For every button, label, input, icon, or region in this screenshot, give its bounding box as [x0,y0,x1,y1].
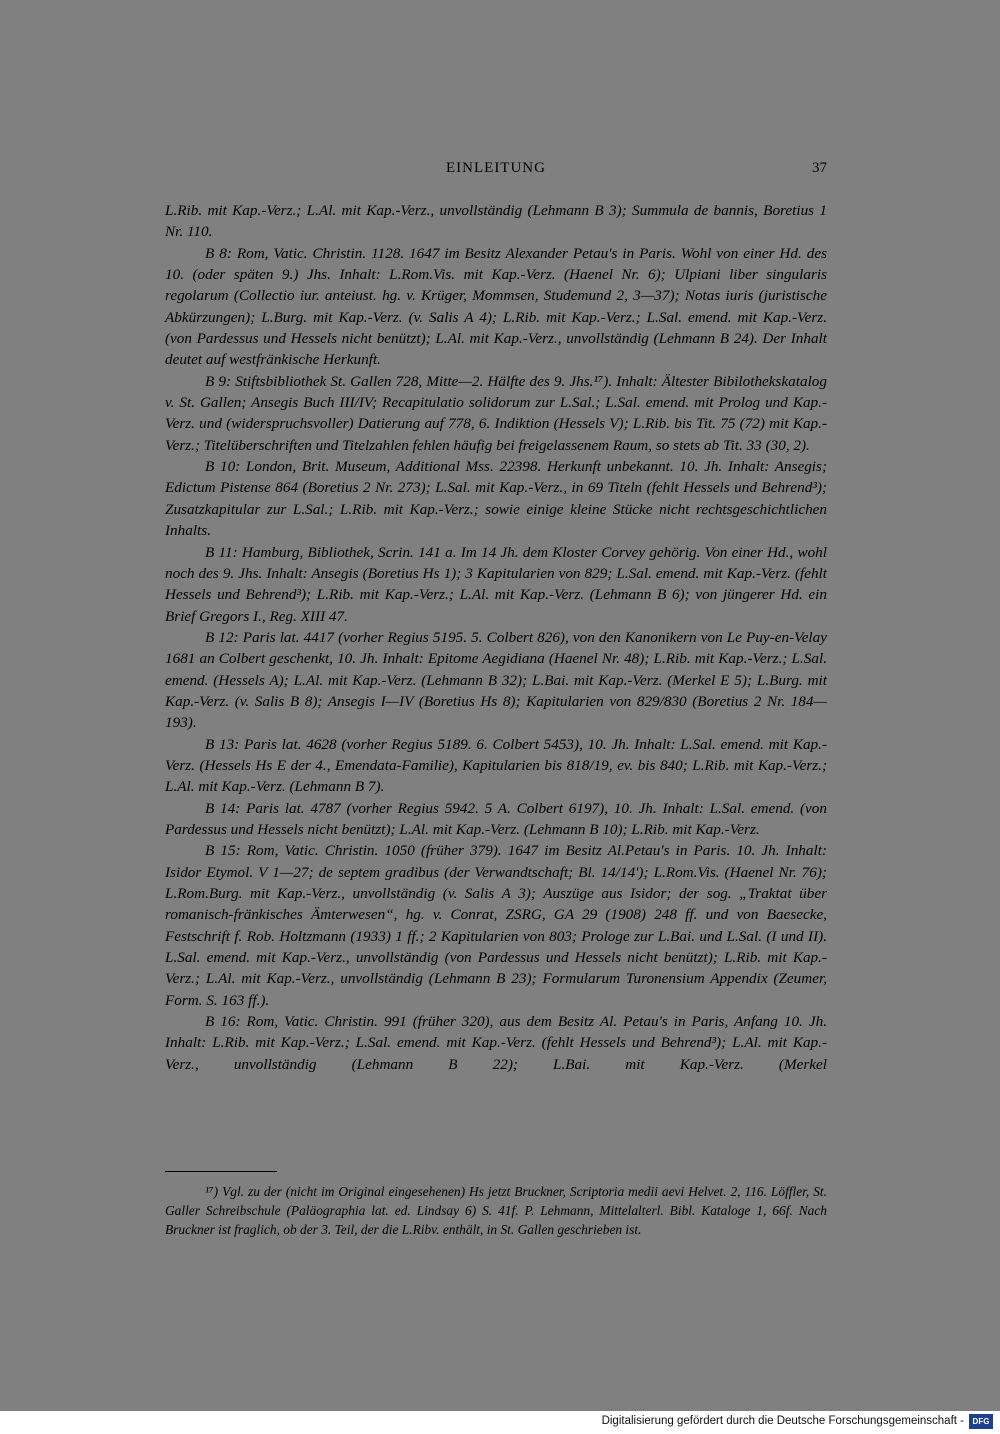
paragraph: B 15: Rom, Vatic. Christin. 1050 (früher 379). 1647 im Besitz Al.Petau's in Paris. 10. Jh. Inhalt: Isidor Etymol. V 1—27; de septem gradibus (der Verwandtschaft; Bl. 14/14'); L.Rom.Vis. (Haenel Nr. 76); L.Rom.Burg. mit Kap.-Verz., unvollständig (v. Salis A 3); Auszüge aus Isidor; der sog. „Traktat über romanisch-fränkisches Ämterwesen“, hg. v. Conrat, ZSRG, GA 29 (1908) 248 ff. und von Baesecke, Festschrift f. Rob. Holtzmann (1933) 1 ff.; 2 Kapitularien von 803; Prologe zur L.Bai. und L.Sal. (I und II). L.Sal. emend. mit Kap.-Verz., unvollständig (von Pardessus und Hessels nicht benützt); L.Rib. mit Kap.-Verz.; L.Al. mit Kap.-Verz., unvollständig (Lehmann B 23); Formularum Turonensium Appendix (Zeumer, Form. S. 163 ff.). [165,842,827,1009]
paragraph: B 16: Rom, Vatic. Christin. 991 (früher 320), aus dem Besitz Al. Petau's in Paris, Anfang 10. Jh. Inhalt: L.Rib. mit Kap.-Verz.; L.Sal. emend. mit Kap.-Verz. (fehlt Hessels und Behrend³); L.Al. mit Kap.-Verz., unvollständig (Lehmann B 22); L.Bai. mit Kap.-Verz. (Merkel [165,1013,827,1073]
page-number: 37 [812,160,827,176]
dfg-logo: DFG [969,1414,993,1429]
credit-bar [0,1411,1000,1434]
paragraph: B 11: Hamburg, Bibliothek, Scrin. 141 a. Im 14 Jh. dem Kloster Corvey gehörig. Von einer Hd., wohl noch des 9. Jhs. Inhalt: Ansegis (Boretius Hs 1); 3 Kapitularien von 829; L.Sal. emend. mit Kap.-Verz. (fehlt Hessels und Behrend³); L.Rib. mit Kap.-Verz.; L.Al. mit Kap.-Verz. (Lehmann B 6); von jüngerer Hd. ein Brief Gregors I., Reg. XIII 47. [165,543,827,625]
running-head: EINLEITUNG [446,160,546,176]
footnote-rule [165,1171,277,1172]
paragraph: B 12: Paris lat. 4417 (vorher Regius 5195. 5. Colbert 826), von den Kanonikern von Le Puy-en-Velay 1681 an Colbert geschenkt, 10. Jh. Inhalt: Epitome Aegidiana (Haenel Nr. 48); L.Rib. mit Kap.-Verz.; L.Sal. emend. (Hessels A); L.Al. mit Kap.-Verz. (Lehmann B 32); L.Bai. mit Kap.-Verz. (Merkel E 5); L.Burg. mit Kap.-Verz. (v. Salis B 8); Ansegis I—IV (Boretius Hs 8); Kapitularien von 829/830 (Boretius 2 Nr. 184—193). [165,628,827,732]
paragraph: B 14: Paris lat. 4787 (vorher Regius 5942. 5 A. Colbert 6197), 10. Jh. Inhalt: L.Sal. emend. (von Pardessus und Hessels nicht benützt); L.Al. mit Kap.-Verz. (Lehmann B 10); L.Rib. mit Kap.-Verz. [165,799,827,838]
page-header [165,160,827,184]
body-text [165,200,827,1075]
footnote-text: ¹⁷) Vgl. zu der (nicht im Original eingesehenen) Hs jetzt Bruckner, Scriptoria medii aevi Helvet. 2, 116. Löffler, St. Galler Schreibschule (Paläographia lat. ed. Lindsay 6) S. 41f. P. Lehmann, Mittelalterl. Bibl. Kataloge 1, 66f. Nach Bruckner ist fraglich, ob der 3. Teil, der die L.Ribv. enthält, in St. Gallen geschrieben ist. [165,1184,827,1238]
paragraph: B 10: London, Brit. Museum, Additional Mss. 22398. Herkunft unbekannt. 10. Jh. Inhalt: Ansegis; Edictum Pistense 864 (Boretius 2 Nr. 273); L.Sal. mit Kap.-Verz., in 69 Titeln (fehlt Hessels und Behrend³); Zusatzkapitular zur L.Sal.; L.Rib. mit Kap.-Verz.; sowie einige kleine Stücke nicht rechtsgeschichtlichen Inhalts. [165,458,827,540]
footnote [165,1182,827,1240]
paragraph: B 8: Rom, Vatic. Christin. 1128. 1647 im Besitz Alexander Petau's in Paris. Wohl von einer Hd. des 10. (oder späten 9.) Jhs. Inhalt: L.Rom.Vis. mit Kap.-Verz. (Haenel Nr. 6); Ulpiani liber singularis regolarum (Collectio iur. anteiust. hg. v. Krüger, Mommsen, Studemund 2, 3—37); Notas iuris (juristische Abkürzungen); L.Burg. mit Kap.-Verz. (v. Salis A 4); L.Rib. mit Kap.-Verz.; L.Sal. emend. mit Kap.-Verz. (von Pardessus und Hessels nicht benützt); L.Al. mit Kap.-Verz., unvollständig (Lehmann B 24). Der Inhalt deutet auf westfränkische Herkunft. [165,244,827,369]
paragraph: B 9: Stiftsbibliothek St. Gallen 728, Mitte—2. Hälfte des 9. Jhs.¹⁷). Inhalt: Ältester Bibilothekskatalog v. St. Gallen; Ansegis Buch III/IV; Recapitulatio solidorum zur L.Sal.; L.Sal. emend. mit Prolog und Kap.-Verz. und (widerspruchsvoller) Datierung auf 778, 6. Indiktion (Hessels V); L.Rib. bis Tit. 75 (72) mit Kap.-Verz.; Titelüberschriften und Titelzahlen fehlen häufig bei freigelassenem Raum, so stets ab Tit. 33 (30, 2). [165,372,827,454]
paragraph: B 13: Paris lat. 4628 (vorher Regius 5189. 6. Colbert 5453), 10. Jh. Inhalt: L.Sal. emend. mit Kap.-Verz. (Hessels Hs E der 4., Emendata-Familie), Kapitularien bis 818/19, ev. bis 840; L.Rib. mit Kap.-Verz.; L.Al. mit Kap.-Verz. (Lehmann B 7). [165,735,827,796]
credit-text: Digitalisierung gefördert durch die Deutsche Forschungsgemeinschaft - [601,1415,964,1427]
paragraph: L.Rib. mit Kap.-Verz.; L.Al. mit Kap.-Verz., unvollständig (Lehmann B 3); Summula de bannis, Boretius 1 Nr. 110. [165,202,827,241]
